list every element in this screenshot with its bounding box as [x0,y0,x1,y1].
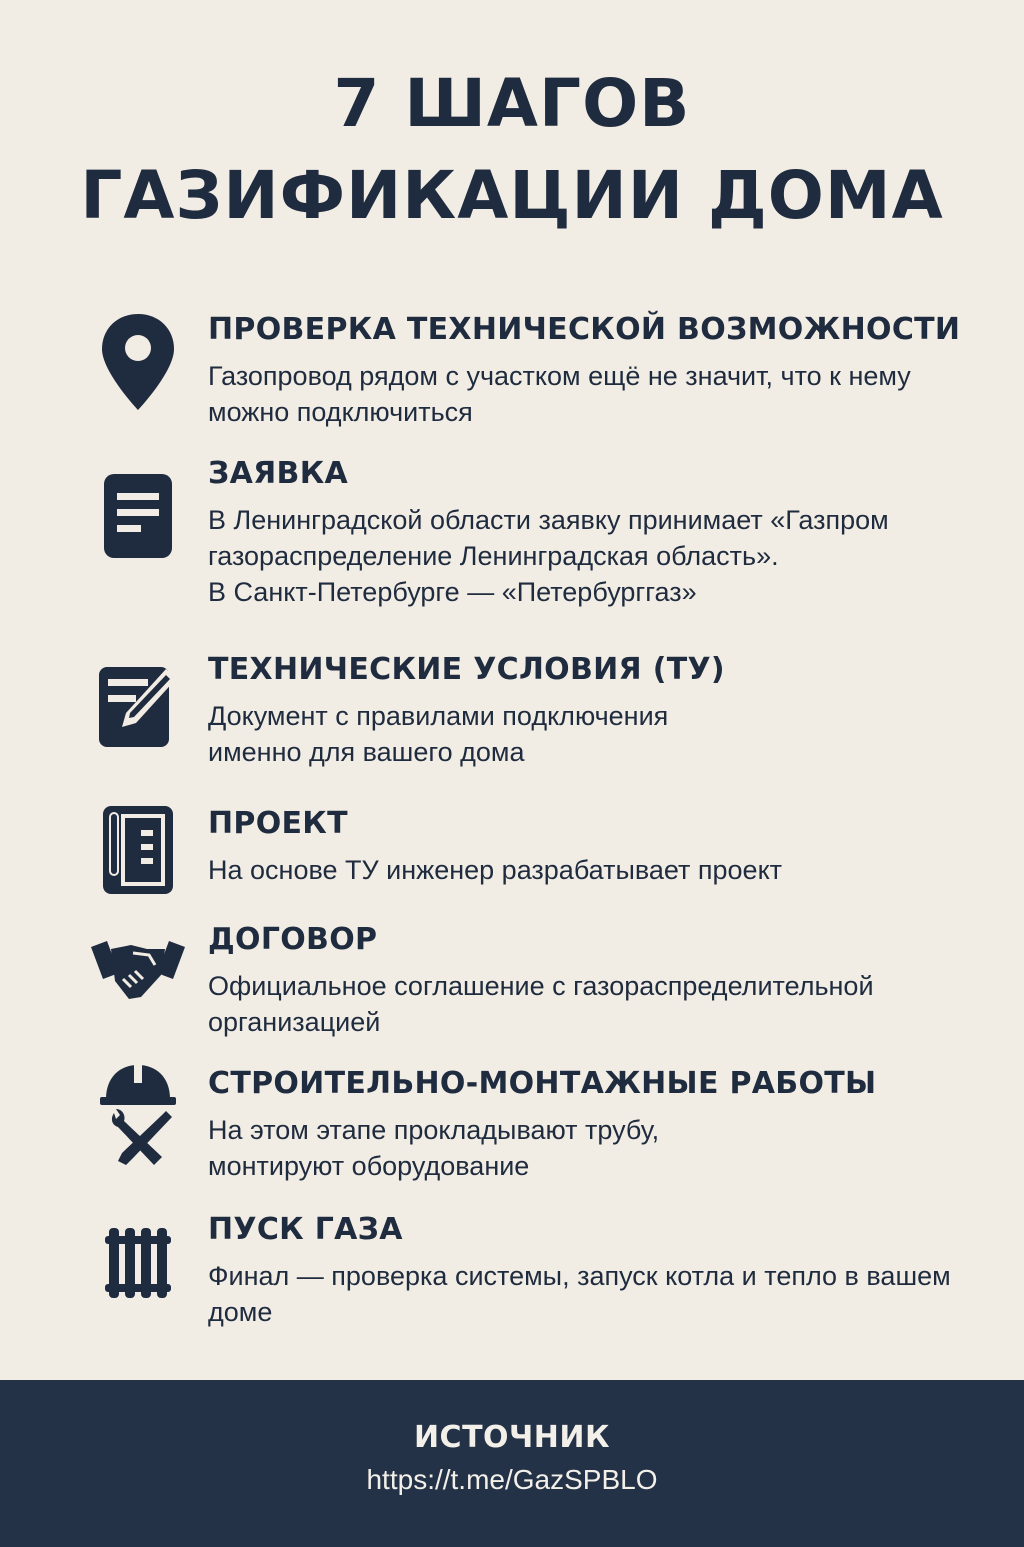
desc-line: На основе ТУ инженер разрабатывает проект [208,855,783,885]
desc-line: На этом этапе прокладывают трубу, [208,1115,660,1145]
desc-line: Газопровод рядом с участком ещё не значит, что к нему [208,361,911,391]
step-heading: ПРОЕКТ [208,806,348,841]
desc-line: В Ленинградской области заявку принимает «Газпром [208,505,889,535]
handshake-icon [88,920,188,1020]
hardhat-tools-icon [88,1066,188,1166]
step-heading: ПУСК ГАЗА [208,1212,403,1247]
desc-line: газораспределение Ленинградская область». [208,541,779,571]
step-heading: ПРОВЕРКА ТЕХНИЧЕСКОЙ ВОЗМОЖНОСТИ [208,312,961,347]
map-pin-icon [88,312,188,412]
desc-line: именно для вашего дома [208,737,525,767]
step-description [208,852,988,888]
title-line-1: 7 ШАГОВ [333,65,691,142]
desc-line: можно подключиться [208,397,473,427]
step-heading: ТЕХНИЧЕСКИЕ УСЛОВИЯ (ТУ) [208,652,725,687]
step-description [208,698,988,770]
desc-line: доме [208,1297,273,1327]
page-title [0,58,1024,242]
source-label: ИСТОЧНИК [413,1420,611,1455]
step-heading: ДОГОВОР [208,922,378,957]
desc-line: В Санкт-Петербурге — «Петербурггаз» [208,577,697,607]
footer [0,1380,1024,1547]
step-description [208,968,988,1040]
step-description [208,1112,988,1184]
blueprint-icon [88,800,188,900]
step-description [208,502,988,610]
desc-line: организацией [208,1007,381,1037]
radiator-icon [88,1212,188,1312]
desc-line: Документ с правилами подключения [208,701,669,731]
source-link[interactable]: https://t.me/GazSPBLO [366,1464,658,1495]
document-icon [88,466,188,566]
step-description [208,1258,988,1330]
desc-line: Финал — проверка системы, запуск котла и тепло в вашем [208,1261,951,1291]
edit-document-icon [88,656,188,756]
title-line-2: ГАЗИФИКАЦИИ ДОМА [80,157,944,234]
desc-line: Официальное соглашение с газораспределительной [208,971,874,1001]
step-description [208,358,988,430]
step-heading: СТРОИТЕЛЬНО-МОНТАЖНЫЕ РАБОТЫ [208,1066,877,1101]
step-heading: ЗАЯВКА [208,456,349,491]
desc-line: монтируют оборудование [208,1151,530,1181]
